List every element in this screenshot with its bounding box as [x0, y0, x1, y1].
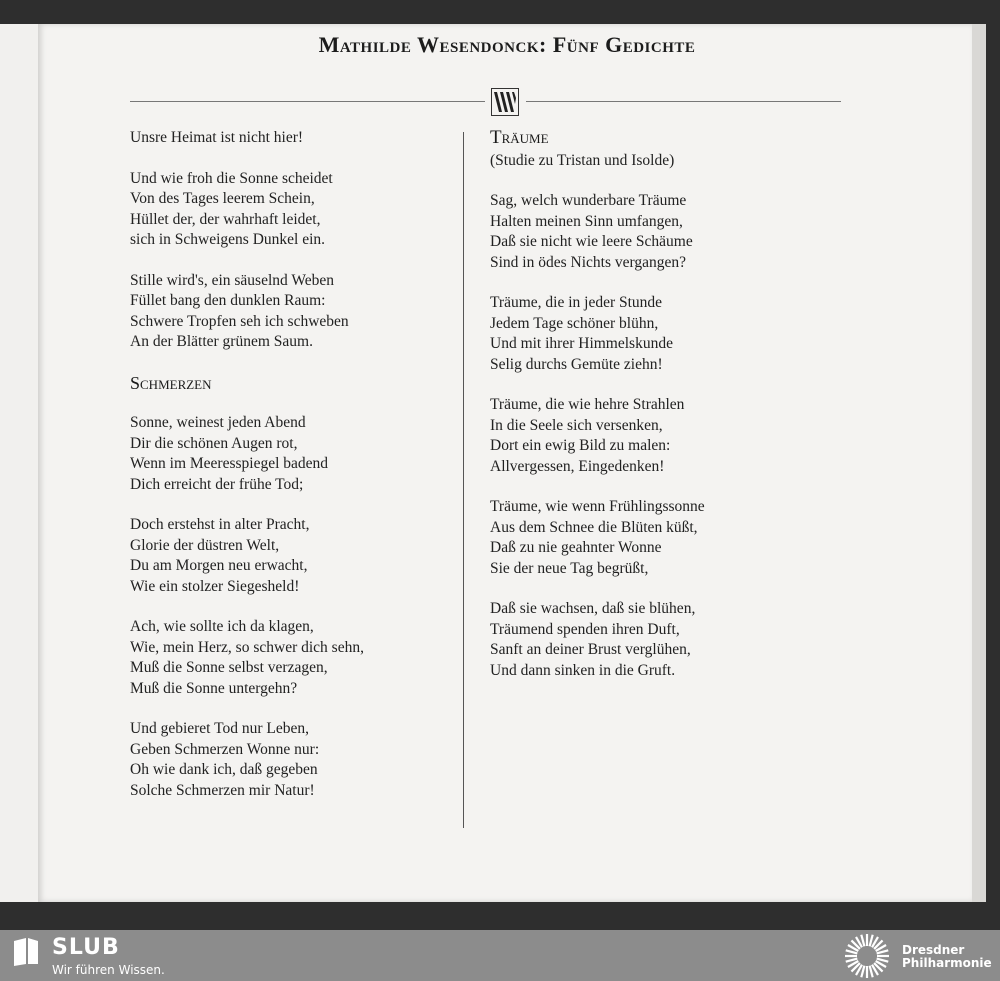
- stanza: [130, 515, 450, 597]
- poem-line: Träume, wie wenn Frühlingssonne: [490, 498, 705, 515]
- stanza: [130, 271, 450, 353]
- poem-line: Unsre Heimat ist nicht hier!: [130, 129, 304, 146]
- footer-bar: [0, 930, 1000, 981]
- left-page-margin: [0, 24, 38, 902]
- stanza: [130, 719, 450, 801]
- poem-line: Aus dem Schnee die Blüten küßt,: [490, 518, 698, 536]
- poem-line: Dich erreicht der frühe Tod;: [130, 475, 304, 493]
- emblem-icon: [491, 88, 519, 116]
- stanza: [130, 169, 450, 251]
- poem-line: Doch erstehst in alter Pracht,: [130, 516, 310, 533]
- poem-line: Und wie froh die Sonne scheidet: [130, 169, 333, 187]
- poem-stanzas-schmerzen: [130, 413, 450, 801]
- poem-line: Wie, mein Herz, so schwer dich sehn,: [130, 638, 364, 656]
- poem-line: Schwere Tropfen seh ich schweben: [130, 312, 349, 330]
- poem-line: Hüllet der, der wahrhaft leidet,: [130, 210, 321, 228]
- poem-line: Daß sie nicht wie leere Schäume: [490, 233, 693, 250]
- stanza: [490, 599, 810, 681]
- poem-line: Sanft an deiner Brust verglühen,: [490, 641, 691, 658]
- poem-line: Ach, wie sollte ich da klagen,: [130, 618, 314, 635]
- poem-line: Träume, die in jeder Stunde: [490, 294, 663, 311]
- poem-line: Geben Schmerzen Wonne nur:: [130, 740, 320, 758]
- partner-name[interactable]: [902, 944, 992, 970]
- poem-subtitle: (Studie zu Tristan und Isolde): [490, 151, 675, 169]
- poem-line: Sag, welch wunderbare Träume: [490, 192, 687, 209]
- page-title: Mathilde Wesendonck: Fünf Gedichte: [318, 32, 696, 57]
- right-column: [490, 128, 810, 701]
- poem-line: Dir die schönen Augen rot,: [130, 434, 298, 452]
- poem-line: Wie ein stolzer Siegesheld!: [130, 577, 300, 595]
- poem-line: Füllet bang den dunklen Raum:: [130, 292, 326, 309]
- title-rule-right: [526, 101, 841, 102]
- poem-line: Und mit ihrer Himmelskunde: [490, 335, 673, 352]
- stanza: [130, 617, 450, 699]
- poem-line: Daß sie wachsen, daß sie blühen,: [490, 600, 696, 617]
- poem-line: Und dann sinken in die Gruft.: [490, 661, 676, 679]
- poem-line: Allvergessen, Eingedenken!: [490, 457, 665, 475]
- poem-line: Jedem Tage schöner blühn,: [490, 314, 659, 332]
- poem-line: Dort ein ewig Bild zu malen:: [490, 437, 671, 454]
- library-name[interactable]: SLUB: [52, 935, 120, 960]
- poem-line: Stille wird's, ein säuselnd Weben: [130, 271, 335, 289]
- poem-line: Träumend spenden ihren Duft,: [490, 620, 680, 638]
- poem-line: Solche Schmerzen mir Natur!: [130, 781, 315, 799]
- poem-line: Glorie der düstren Welt,: [130, 536, 280, 554]
- column-divider: [463, 132, 464, 828]
- page-edge: [972, 24, 986, 902]
- poem-line: Sonne, weinest jeden Abend: [130, 414, 306, 431]
- poem-line: Daß zu nie geahnter Wonne: [490, 539, 662, 556]
- poem-line: Selig durchs Gemüte ziehn!: [490, 355, 663, 373]
- book-icon[interactable]: [12, 937, 40, 967]
- poem-heading-schmerzen: Schmerzen: [130, 372, 212, 393]
- stanza: [490, 191, 810, 273]
- title-rule-left: [130, 101, 485, 102]
- stanza: [130, 413, 450, 495]
- poem-line: Muß die Sonne untergehn?: [130, 679, 298, 697]
- library-tagline: Wir führen Wissen.: [52, 963, 165, 977]
- poem-line: Wenn im Meeresspiegel badend: [130, 455, 329, 472]
- poem-line: In die Seele sich versenken,: [490, 416, 663, 434]
- poem-line: Von des Tages leerem Schein,: [130, 190, 315, 207]
- poem-line: An der Blätter grünem Saum.: [130, 333, 313, 350]
- poem-line: Träume, die wie hehre Strahlen: [490, 396, 685, 413]
- poem-line: Oh wie dank ich, daß gegeben: [130, 761, 318, 778]
- sunburst-logo-icon[interactable]: [843, 932, 891, 980]
- poem-line: sich in Schweigens Dunkel ein.: [130, 231, 326, 248]
- poem-line: Sie der neue Tag begrüßt,: [490, 559, 649, 577]
- partner-line-1: Dresdner: [902, 943, 965, 957]
- stanza: [130, 128, 450, 149]
- poem-line: Du am Morgen neu erwacht,: [130, 557, 308, 574]
- poem-line: Und gebieret Tod nur Leben,: [130, 720, 309, 737]
- poem-line: Halten meinen Sinn umfangen,: [490, 212, 683, 230]
- partner-line-2: Philharmonie: [902, 956, 992, 970]
- poem-heading-traeume: Träume: [490, 127, 549, 148]
- poem-stanzas: [130, 128, 450, 353]
- left-column: [130, 128, 450, 821]
- poem-line: Sind in ödes Nichts vergangen?: [490, 253, 687, 271]
- poem-stanzas-traeume: [490, 191, 810, 681]
- stanza: [490, 497, 810, 579]
- poem-line: Muß die Sonne selbst verzagen,: [130, 659, 328, 676]
- stanza: [490, 293, 810, 375]
- stanza: [490, 395, 810, 477]
